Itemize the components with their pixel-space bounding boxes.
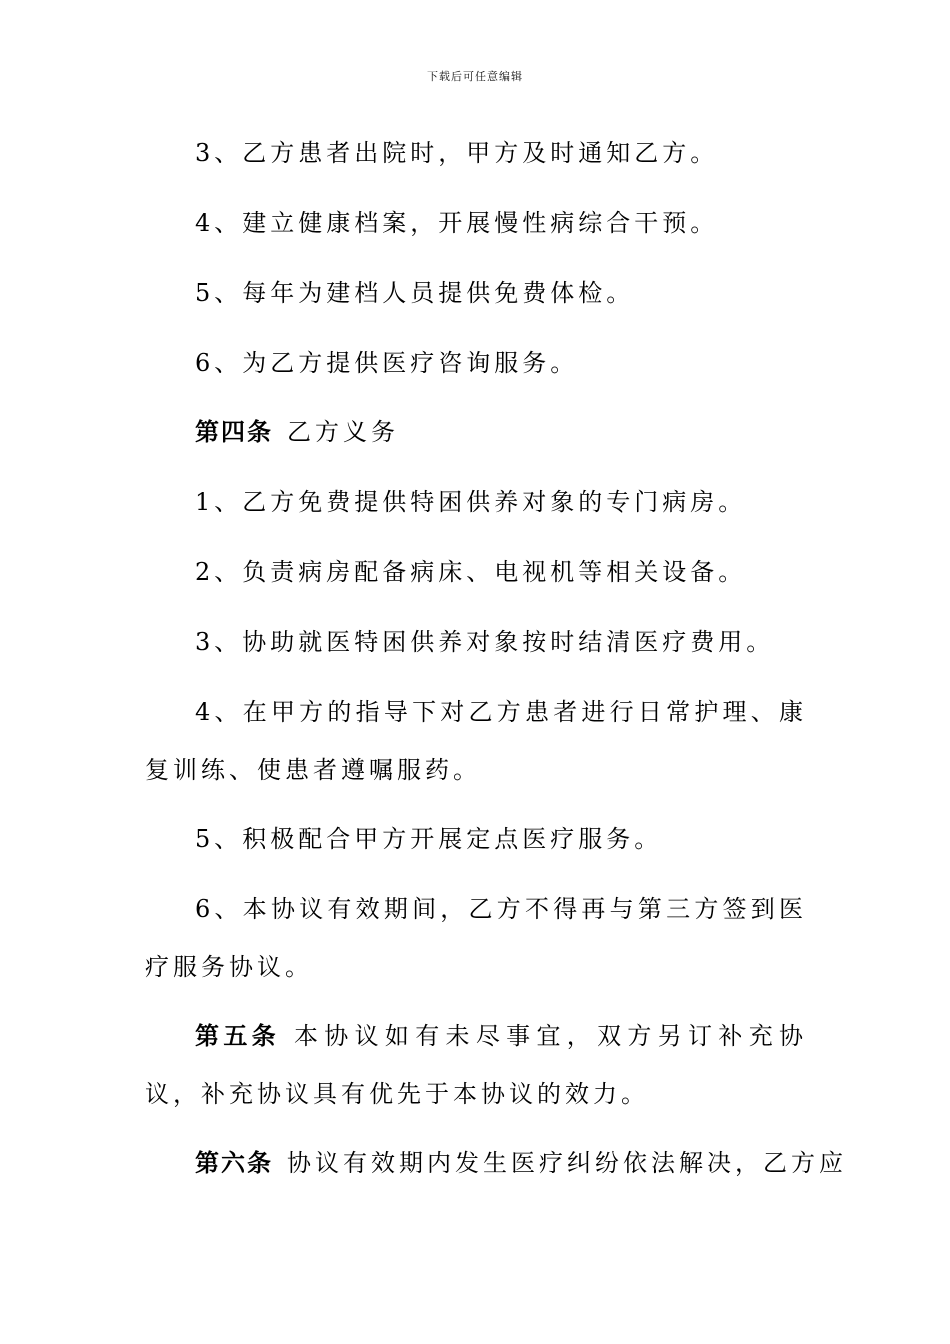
article-four	[145, 403, 807, 461]
paragraph-text: 3、协助就医特困供养对象按时结清医疗费用。	[195, 628, 775, 656]
article-text: 协议有效期内发生医疗纠纷依法解决，乙方应	[287, 1149, 847, 1177]
paragraph-text: 4、建立健康档案，开展慢性病综合干预。	[195, 209, 719, 237]
page-header: 下载后可任意编辑	[427, 70, 523, 83]
paragraph-item-5	[145, 264, 807, 322]
duty-item-1	[145, 473, 807, 531]
article-text: 本协议如有未尽事宜，双方另订补充协议，补充协议具有优先于本协议的效力。	[145, 1022, 808, 1108]
duty-item-3	[145, 613, 807, 671]
article-heading: 第四条	[195, 417, 273, 446]
article-five	[145, 1007, 807, 1123]
paragraph-text: 4、在甲方的指导下对乙方患者进行日常护理、康复训练、使患者遵嘱服药。	[145, 698, 807, 784]
article-heading: 第五条	[195, 1021, 280, 1050]
paragraph-item-3	[145, 124, 807, 182]
article-title: 乙方义务	[287, 418, 399, 446]
paragraph-text: 2、负责病房配备病床、电视机等相关设备。	[195, 558, 747, 586]
paragraph-text: 6、为乙方提供医疗咨询服务。	[195, 349, 579, 377]
paragraph-text: 1、乙方免费提供特困供养对象的专门病房。	[195, 488, 747, 516]
article-heading: 第六条	[195, 1148, 273, 1177]
paragraph-item-6	[145, 334, 807, 392]
duty-item-2	[145, 543, 807, 601]
paragraph-text: 5、积极配合甲方开展定点医疗服务。	[195, 825, 663, 853]
paragraph-text: 6、本协议有效期间，乙方不得再与第三方签到医疗服务协议。	[145, 895, 807, 981]
duty-item-6	[145, 880, 807, 996]
article-six	[145, 1134, 847, 1192]
duty-item-5	[145, 810, 807, 868]
duty-item-4	[145, 683, 807, 799]
paragraph-text: 3、乙方患者出院时，甲方及时通知乙方。	[195, 139, 719, 167]
paragraph-item-4	[145, 194, 807, 252]
paragraph-text: 5、每年为建档人员提供免费体检。	[195, 279, 635, 307]
